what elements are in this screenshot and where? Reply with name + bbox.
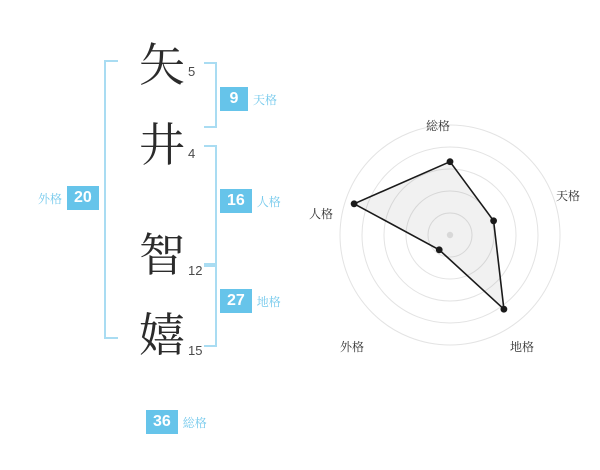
- tenkaku-group: [220, 87, 277, 111]
- radar-label-jinkaku: 人格: [309, 207, 334, 221]
- jinkaku-group: [220, 189, 281, 213]
- soukaku-value: 36: [146, 410, 178, 434]
- radar-label-gaikaku: 外格: [340, 340, 365, 354]
- gaikaku-group: [38, 186, 99, 210]
- stroke-count-1: 5: [188, 64, 196, 79]
- gaikaku-bracket: [104, 60, 118, 339]
- kanji-char-2: 井: [139, 118, 185, 172]
- chikaku-group: [220, 289, 281, 313]
- jinkaku-bracket: [204, 145, 217, 267]
- stroke-count-4: 15: [188, 343, 203, 358]
- stroke-count-3: 12: [188, 263, 203, 278]
- soukaku-label: 総格: [182, 415, 207, 430]
- jinkaku-value: 16: [220, 189, 252, 213]
- kanji-char-4: 嬉: [139, 308, 185, 362]
- gaikaku-value: 20: [67, 186, 99, 210]
- soukaku-group: [146, 410, 207, 434]
- tenkaku-bracket: [204, 62, 217, 128]
- radar-label-chikaku: 地格: [510, 340, 535, 354]
- tenkaku-value: 9: [220, 87, 248, 111]
- kanji-char-1: 矢: [139, 38, 185, 92]
- gaikaku-label: 外格: [38, 191, 63, 206]
- chikaku-bracket: [204, 263, 217, 347]
- radar-chart: [300, 95, 600, 385]
- radar-label-tenkaku: 天格: [556, 189, 581, 203]
- kanji-char-3: 智: [139, 228, 185, 282]
- radar-label-soukaku: 総格: [426, 119, 451, 133]
- tenkaku-label: 天格: [253, 92, 278, 107]
- chikaku-label: 地格: [256, 294, 281, 309]
- chikaku-value: 27: [220, 289, 252, 313]
- stroke-count-2: 4: [188, 146, 196, 161]
- jinkaku-label: 人格: [256, 194, 281, 209]
